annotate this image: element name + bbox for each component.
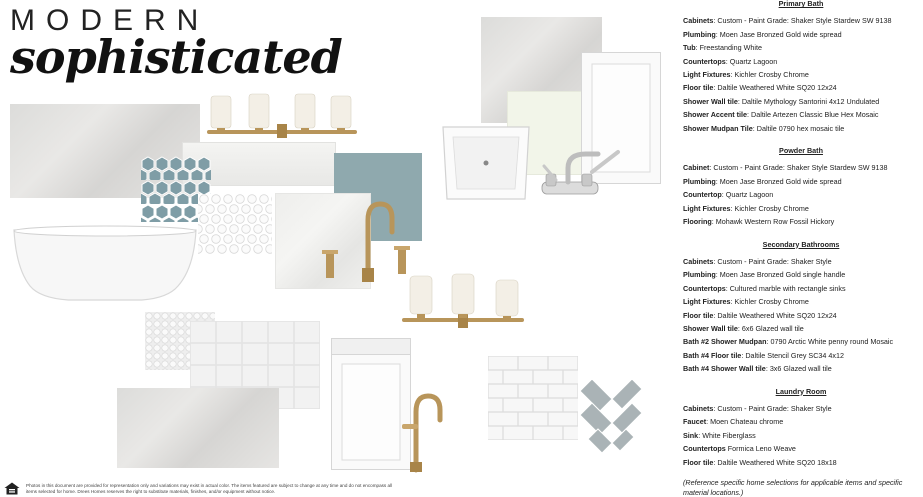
chrome-faucet-image bbox=[538, 148, 624, 214]
spec-item bbox=[683, 41, 919, 54]
spec-item bbox=[683, 349, 919, 362]
spec-item bbox=[683, 68, 919, 81]
spec-item bbox=[683, 28, 919, 41]
spec-item bbox=[683, 215, 919, 228]
spec-item-label: Faucet bbox=[683, 417, 707, 427]
spec-item-value: Freestanding White bbox=[699, 43, 762, 53]
spec-item-value: 6x6 Glazed wall tile bbox=[741, 323, 804, 333]
spec-section-heading: Secondary Bathrooms bbox=[762, 239, 840, 249]
title-sophisticated: sophisticated bbox=[10, 30, 342, 84]
spec-item-value: Daltile Mythology Santorini 4x12 Undulated bbox=[741, 96, 880, 106]
spec-section bbox=[683, 144, 919, 228]
spec-item-label: Countertops bbox=[683, 56, 726, 66]
spec-item-separator: : bbox=[713, 16, 718, 26]
spec-item-separator: : bbox=[706, 417, 711, 427]
spec-item bbox=[683, 442, 919, 455]
spec-item-label: Cabinets bbox=[683, 403, 714, 413]
spec-item-separator: : bbox=[765, 364, 770, 374]
spec-section bbox=[683, 238, 919, 376]
spec-item-value: Moen Chateau chrome bbox=[710, 417, 784, 427]
spec-item bbox=[683, 415, 919, 428]
spec-item bbox=[683, 402, 919, 415]
spec-item-separator: : bbox=[730, 203, 735, 213]
spec-item-separator: : bbox=[737, 323, 742, 333]
spec-item-value: Daltile Weathered White SQ20 18x18 bbox=[717, 457, 837, 467]
spec-item-separator: : bbox=[695, 43, 700, 53]
spec-item-separator: : bbox=[715, 270, 720, 280]
spec-item-label: Shower Mudpan Tile bbox=[683, 123, 753, 133]
spec-item-label: Cabinets bbox=[683, 16, 714, 26]
spec-item-value: Kichler Crosby Chrome bbox=[734, 203, 809, 213]
spec-item-separator: : bbox=[715, 29, 720, 39]
spec-item bbox=[683, 282, 919, 295]
spec-item bbox=[683, 322, 919, 335]
spec-item bbox=[683, 161, 919, 174]
spec-item-label: Light Fixtures bbox=[683, 203, 731, 213]
spec-item-label: Plumbing bbox=[683, 29, 716, 39]
spec-item-separator: : bbox=[713, 403, 718, 413]
spec-item-value: Daltile Weathered White SQ20 12x24 bbox=[717, 83, 837, 93]
spec-item bbox=[683, 122, 919, 135]
spec-item-separator: : bbox=[713, 83, 718, 93]
spec-item-value: 3x6 Glazed wall tile bbox=[769, 364, 832, 374]
spec-item-value: Custom - Paint Grade: Shaker Style Stardew SW 9138 bbox=[713, 163, 888, 173]
spec-item-label: Countertops bbox=[683, 444, 726, 454]
spec-item-value: Mohawk Western Row Fossil Hickory bbox=[715, 217, 835, 227]
spec-item-separator: : bbox=[725, 283, 730, 293]
spec-item bbox=[683, 108, 919, 121]
spec-item-label: Flooring bbox=[683, 217, 712, 227]
stencil-grey-herringbone-swatch bbox=[578, 375, 644, 455]
spec-item-value: White Fiberglass bbox=[702, 430, 756, 440]
spec-item-label: Tub bbox=[683, 43, 696, 53]
spec-item-value: Kichler Crosby Chrome bbox=[734, 297, 809, 307]
wide-spread-faucet-image bbox=[318, 196, 412, 286]
title-modern: MODERN bbox=[10, 4, 210, 37]
secondary-vanity-light-image bbox=[400, 272, 526, 334]
spec-item-value: Daltile Stencil Grey SC34 4x12 bbox=[745, 350, 844, 360]
spec-item-separator: : bbox=[713, 256, 718, 266]
spec-item-label: Light Fixtures bbox=[683, 297, 731, 307]
spec-item-separator: : bbox=[741, 350, 746, 360]
spec-section-heading: Primary Bath bbox=[778, 0, 824, 8]
spec-item-label: Floor tile bbox=[683, 83, 714, 93]
spec-item-label: Bath #4 Floor tile bbox=[683, 350, 742, 360]
spec-item-value: Daltile Artezen Classic Blue Hex Mosaic bbox=[751, 110, 879, 120]
spec-item bbox=[683, 188, 919, 201]
spec-item bbox=[683, 362, 919, 375]
spec-item-separator: : bbox=[709, 163, 714, 173]
spec-item-separator: : bbox=[711, 217, 716, 227]
subway-tile-swatch bbox=[488, 356, 578, 440]
spec-item-label: Countertop bbox=[683, 190, 722, 200]
spec-item-value: Moen Jase Bronzed Gold wide spread bbox=[719, 176, 842, 186]
spec-item bbox=[683, 335, 919, 348]
spec-item-label: Countertops bbox=[683, 283, 726, 293]
spec-item-label: Shower Accent tile bbox=[683, 110, 748, 120]
spec-item-value: Kichler Crosby Chrome bbox=[734, 70, 809, 80]
spec-item bbox=[683, 95, 919, 108]
disclaimer-text: Photos in this document are provided for representation only and variations may exist in actual color. The items featured are subject to change at any time and do not encompass all items selected for home. Drees Homes reserves the right to substitute materials, finishes, and/or equipment without notice. bbox=[26, 483, 393, 494]
spec-item-separator: : bbox=[752, 123, 757, 133]
spec-item-label: Bath #2 Shower Mudpan bbox=[683, 337, 767, 347]
spec-item bbox=[683, 202, 919, 215]
spec-item bbox=[683, 429, 919, 442]
spec-section bbox=[683, 0, 919, 135]
spec-item bbox=[683, 309, 919, 322]
spec-item-value: Custom - Paint Grade: Shaker Style Stardew SW 9138 bbox=[717, 16, 892, 26]
specifications-panel bbox=[683, 0, 919, 478]
spec-item-label: Shower Wall tile bbox=[683, 323, 738, 333]
spec-item-label: Bath #4 Shower Wall tile bbox=[683, 364, 766, 374]
vanity-light-image bbox=[203, 92, 361, 142]
spec-item-separator: : bbox=[725, 56, 730, 66]
spec-item bbox=[683, 14, 919, 27]
spec-item-separator: : bbox=[698, 430, 703, 440]
spec-item-label: Floor tile bbox=[683, 310, 714, 320]
spec-item bbox=[683, 268, 919, 281]
spec-item-separator: : bbox=[721, 190, 726, 200]
spec-item bbox=[683, 55, 919, 68]
spec-item-value: Custom - Paint Grade: Shaker Style bbox=[717, 256, 832, 266]
spec-item-label: Sink bbox=[683, 430, 699, 440]
spec-section-heading: Laundry Room bbox=[775, 386, 827, 396]
spec-item-value: Moen Jase Bronzed Gold single handle bbox=[719, 270, 846, 280]
spec-item-value: Daltile Weathered White SQ20 12x24 bbox=[717, 310, 837, 320]
spec-item-value: Quartz Lagoon bbox=[725, 190, 774, 200]
spec-item-separator: : bbox=[730, 297, 735, 307]
reference-note: (Reference specific home selections for applicable items and specific material locations.) bbox=[683, 478, 903, 497]
spec-item-value: Daltile 0790 hex mosaic tile bbox=[756, 123, 845, 133]
white-hex-mosaic-swatch bbox=[198, 194, 272, 254]
spec-item-label: Shower Wall tile bbox=[683, 96, 738, 106]
spec-item-separator: : bbox=[713, 457, 718, 467]
spec-item-value: Moen Jase Bronzed Gold wide spread bbox=[719, 29, 842, 39]
spec-item-separator: : bbox=[715, 176, 720, 186]
spec-item-separator: : bbox=[730, 70, 735, 80]
weathered-white-floor-tile-swatch bbox=[117, 388, 279, 468]
freestanding-tub-image bbox=[10, 222, 200, 302]
spec-item bbox=[683, 295, 919, 308]
spec-item-separator: : bbox=[737, 96, 742, 106]
spec-item-value: 0790 Arctic White penny round Mosaic bbox=[770, 337, 894, 347]
spec-item-value: Formica Leno Weave bbox=[727, 444, 796, 454]
spec-item-label: Floor tile bbox=[683, 457, 714, 467]
spec-item-label: Plumbing bbox=[683, 270, 716, 280]
spec-item-separator: : bbox=[766, 337, 771, 347]
spec-item-value: Cultured marble with rectangle sinks bbox=[729, 283, 846, 293]
spec-item-label: Plumbing bbox=[683, 176, 716, 186]
single-handle-faucet-image bbox=[396, 390, 446, 474]
spec-item-separator: : bbox=[747, 110, 752, 120]
spec-item-value: Custom - Paint Grade: Shaker Style bbox=[717, 403, 832, 413]
spec-item-value: Quartz Lagoon bbox=[729, 56, 778, 66]
spec-section-heading: Powder Bath bbox=[779, 146, 823, 156]
spec-item-label: Cabinet bbox=[683, 163, 710, 173]
fiberglass-sink-image bbox=[441, 125, 531, 203]
spec-item-label: Light Fixtures bbox=[683, 70, 731, 80]
spec-item bbox=[683, 81, 919, 94]
equal-housing-icon bbox=[4, 482, 20, 495]
spec-item bbox=[683, 456, 919, 469]
spec-section bbox=[683, 385, 919, 469]
spec-item bbox=[683, 175, 919, 188]
spec-item-label: Cabinets bbox=[683, 256, 714, 266]
spec-item-separator: : bbox=[713, 310, 718, 320]
spec-item bbox=[683, 255, 919, 268]
